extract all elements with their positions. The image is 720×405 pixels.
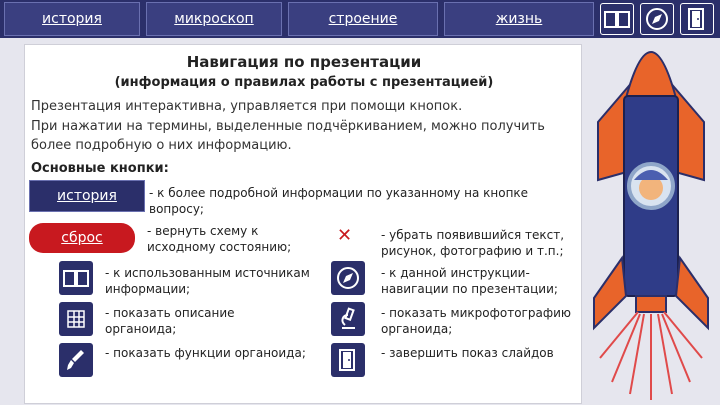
history-button-desc: - к более подробной информации по указанному на кнопке вопросу;: [149, 186, 529, 216]
compass-icon[interactable]: [331, 261, 365, 295]
function-desc: - показать функции органоида;: [105, 346, 306, 360]
history-button-demo[interactable]: история: [29, 180, 145, 212]
grid-icon[interactable]: [59, 302, 93, 336]
exit-door-icon[interactable]: [331, 343, 365, 377]
close-icon[interactable]: ✕: [337, 225, 353, 246]
reset-button-demo[interactable]: сброс: [29, 223, 135, 253]
terms-paragraph: При нажатии на термины, выделенные подчёркиванием, можно получить более подробную о них информацию.: [31, 119, 545, 153]
book-icon[interactable]: [59, 261, 93, 295]
book-desc: - к использованным источникам информации;: [105, 266, 310, 296]
tab-life[interactable]: жизнь: [444, 2, 594, 36]
nav-desc: - к данной инструкции-навигации по презентации;: [381, 266, 558, 296]
microphoto-desc: - показать микрофотографию органоида;: [381, 306, 571, 336]
reset-button-desc: - вернуть схему к исходному состоянию;: [147, 224, 292, 254]
close-desc: - убрать появившийся текст, рисунок, фотографию и т.п.;: [381, 228, 565, 258]
instructions-panel: [24, 44, 582, 404]
tab-structure[interactable]: строение: [288, 2, 438, 36]
organoid-desc: - показать описание органоида;: [105, 306, 235, 336]
brush-icon[interactable]: [59, 343, 93, 377]
rocket-illustration: [586, 10, 716, 402]
tab-history[interactable]: история: [4, 2, 140, 36]
page-title: Навигация по презентации: [186, 53, 422, 71]
intro-paragraph: Презентация интерактивна, управляется при помощи кнопок.: [31, 99, 463, 114]
microscope-icon[interactable]: [331, 302, 365, 336]
page-subtitle: (информация о правилах работы с презентацией): [114, 75, 494, 90]
main-buttons-heading: Основные кнопки:: [31, 161, 169, 176]
exit-desc: - завершить показ слайдов: [381, 346, 554, 360]
tab-microscope[interactable]: микроскоп: [146, 2, 282, 36]
